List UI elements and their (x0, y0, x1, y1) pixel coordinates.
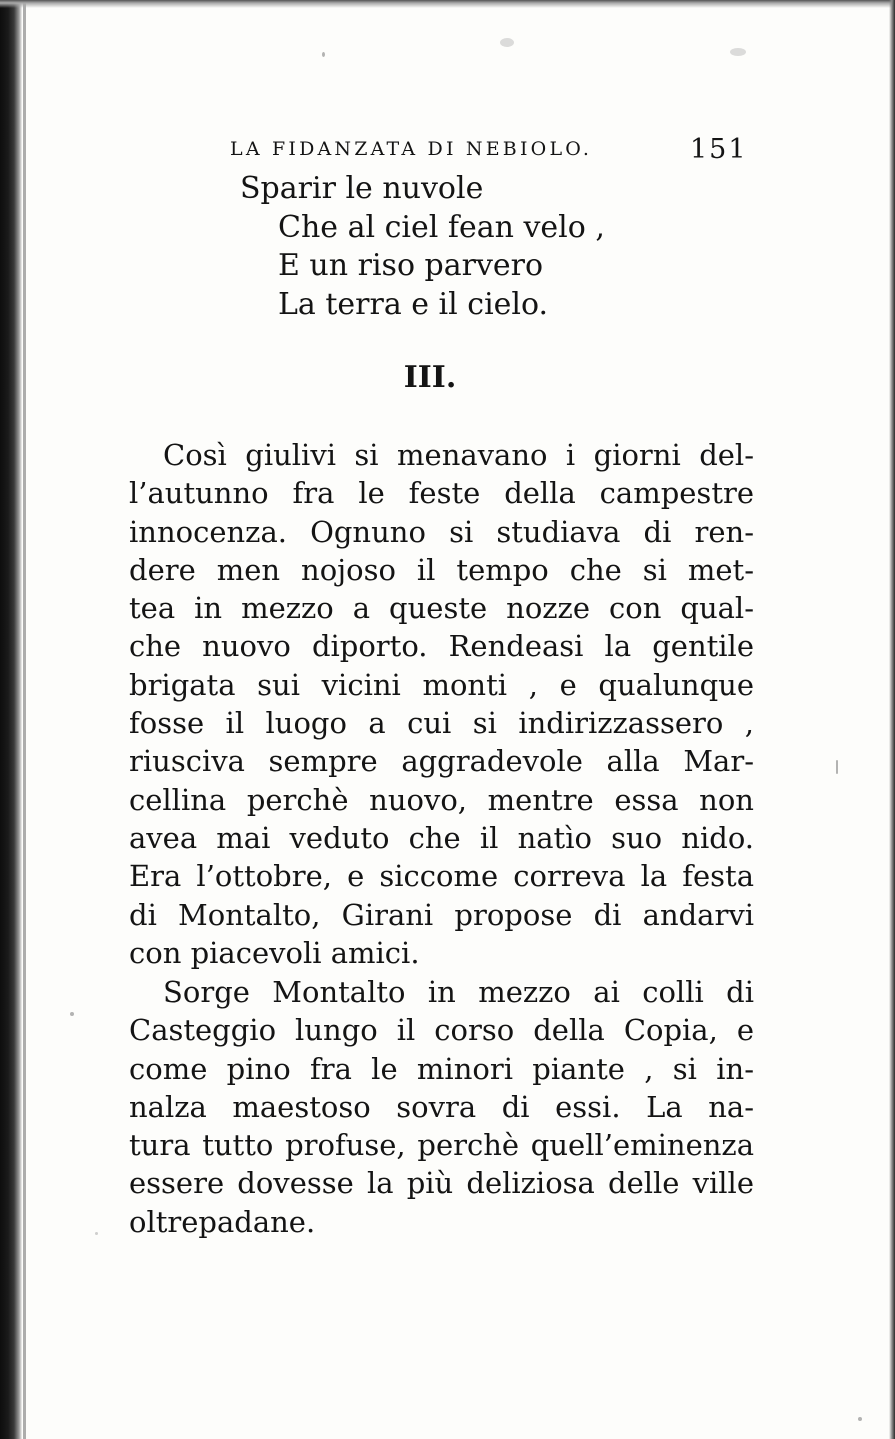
scan-speck (70, 1012, 74, 1016)
paragraph-1 (129, 436, 754, 972)
section-number: III. (403, 360, 457, 395)
text-line: con piacevoli amici. (129, 935, 420, 970)
text-line: cellina perchè nuovo, mentre essa non (129, 782, 754, 817)
verse-line: E un riso parvero (278, 248, 544, 283)
scan-speck (95, 1232, 98, 1235)
text-line: che nuovo diporto. Rendeasi la gentile (129, 629, 754, 664)
scan-speck (730, 48, 746, 56)
text-line: innocenza. Ognuno si studiava di ren- (129, 514, 754, 549)
scan-speck (836, 760, 838, 774)
top-page-edge (0, 0, 895, 8)
text-line: brigata sui vicini monti , e qualunque (129, 667, 754, 702)
text-line: l’autunno fra le feste della campestre (129, 476, 754, 511)
text-line: riusciva sempre aggradevole alla Mar- (129, 744, 754, 779)
text-line: di Montalto, Girani propose di andarvi (129, 897, 754, 932)
text-line: nalza maestoso sovra di essi. La na- (129, 1089, 754, 1124)
text-line: oltrepadane. (129, 1204, 316, 1239)
text-line: avea mai veduto che il natìo suo nido. (129, 820, 754, 855)
verse-stanza (240, 170, 660, 324)
text-line: dere men nojoso il tempo che si met- (129, 552, 754, 587)
paragraph-2 (129, 973, 754, 1241)
running-title: LA FIDANZATA DI NEBIOLO. (230, 138, 593, 160)
text-line: Era l’ottobre, e siccome correva la festa (129, 859, 754, 894)
page-number: 151 (690, 134, 748, 165)
binding-shadow (23, 0, 26, 1439)
text-line: fosse il luogo a cui si indirizzassero , (129, 706, 754, 741)
text-line: Casteggio lungo il corso della Copia, e (129, 1013, 754, 1048)
scan-speck (858, 1417, 862, 1421)
verse-line: Che al ciel fean velo , (278, 209, 605, 245)
scan-speck (322, 52, 325, 57)
text-line: Così giulivi si menavano i giorni del- (163, 438, 754, 472)
running-head (230, 134, 760, 168)
verse-line: Sparir le nuvole (240, 171, 484, 206)
text-line: essere dovesse la più deliziosa delle ville (129, 1166, 754, 1201)
verse-line: La terra e il cielo. (278, 286, 549, 322)
text-line: come pino fra le minori piante , si in- (129, 1051, 754, 1086)
text-line: tura tutto profuse, perchè quell’eminenza (129, 1128, 754, 1163)
binding-edge (0, 0, 22, 1439)
text-line: tea in mezzo a queste nozze con qual- (129, 591, 754, 626)
text-line: Sorge Montalto in mezzo ai colli di (163, 975, 754, 1009)
right-page-edge (889, 0, 895, 1439)
scan-speck (500, 38, 514, 47)
